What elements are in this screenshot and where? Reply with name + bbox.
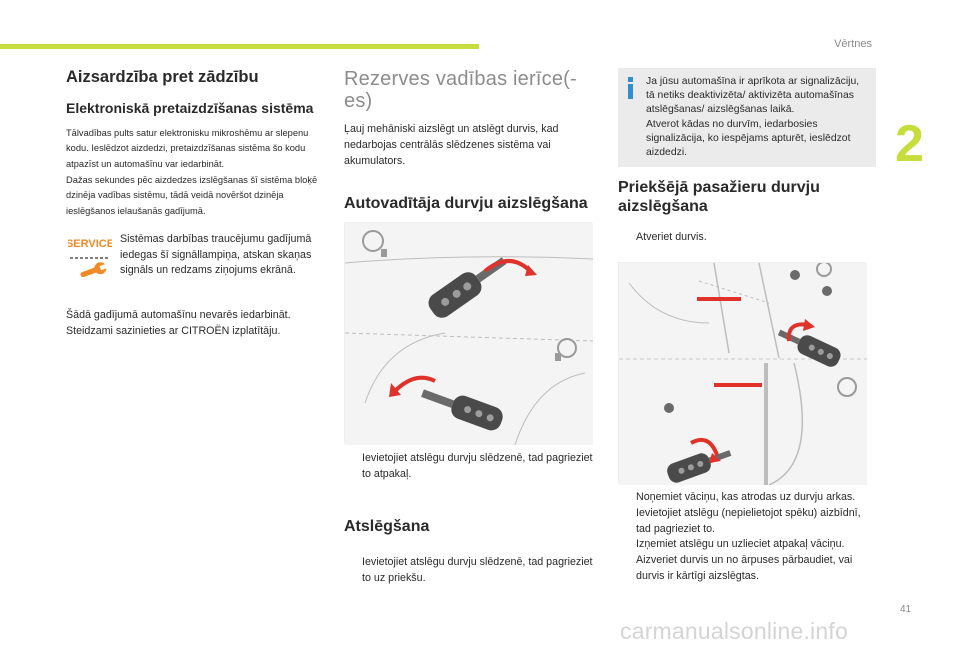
unlock-step-text: Ievietojiet atslēgu durvju slēdzenē, tad pagrieziet to uz priekšu. xyxy=(362,555,593,584)
step-1 xyxy=(618,490,876,506)
alarm-info-box xyxy=(618,68,876,167)
header-accent-bar xyxy=(0,44,479,49)
passenger-column xyxy=(618,68,876,246)
backup-control-title: Rezerves vadības ierīce(-es) xyxy=(344,68,577,112)
service-icon-label: SERVICE xyxy=(68,237,112,250)
driver-step-text: Ievietojiet atslēgu durvju slēdzenē, tad pagrieziet to atpakaļ. xyxy=(362,451,593,480)
chapter-number: 2 xyxy=(895,115,924,173)
step-4-text: Aizveriet durvis un no ārpuses pārbaudiet, vai durvis ir kārtīgi aizslēgtas. xyxy=(636,554,853,582)
open-door-step xyxy=(618,230,876,246)
open-door-step-text: Atveriet durvis. xyxy=(636,231,707,243)
closing-text: Šādā gadījumā automašīnu nevarēs iedarbināt. Steidzami sazinieties ar CITROËN izplatītāju. xyxy=(66,308,291,337)
page-number: 41 xyxy=(900,604,912,615)
step-4 xyxy=(618,553,876,585)
passenger-door-illustration xyxy=(618,262,866,484)
immobiliser-paragraph: Tālvadības pults satur elektronisku mikroshēmu ar slepenu kodu. Ieslēdzot aizdedzi, pretaizdzīšanas sistēma šo kodu atpazīst un automašīnu var iedarbināt. Dažas sekundes pēc aizdedzes izslēgšanas šī sistēma bloķē dzinēja vadības sistēmu, tādā veidā novēršot dzinēja ieslēgšanos ielaušanās gadījumā. xyxy=(66,127,318,217)
backup-intro: Ļauj mehāniski aizslēgt un atslēgt durvis, kad nedarbojas centrālās slēdzenes sistēma vai akumulators. xyxy=(344,123,559,167)
step-3 xyxy=(618,537,876,553)
step-2-text: Ievietojiet atslēgu (nepielietojot spēku) aizbīdnī, tad pagrieziet to. xyxy=(636,506,861,535)
unlock-title: Atslēgšana xyxy=(344,518,430,536)
anti-theft-title: Aizsardzība pret zādzību xyxy=(66,68,259,86)
warning-text: Sistēmas darbības traucējumu gadījumā iedegas šī signāllampiņa, atskan skaņas signāls un redzams ziņojums ekrānā. xyxy=(120,232,312,277)
alarm-info-text: Ja jūsu automašīna ir aprīkota ar signalizāciju, tā netiks deaktivizēta/ aktivizēta automašīnas atslēgšanas/ aizslēgšanas laikā. Atverot kādas no durvīm, iedarbosies signalizācija, ko iespējams apturēt, ieslēdzot aizdedzi. xyxy=(646,76,860,159)
driver-door-illustration xyxy=(344,222,592,444)
step-1-text: Noņemiet vāciņu, kas atrodas uz durvju arkas. xyxy=(636,491,856,503)
unlock-step xyxy=(344,555,602,587)
driver-step xyxy=(344,451,602,483)
immobiliser-subtitle: Elektroniskā pretaizdzīšanas sistēma xyxy=(66,99,314,116)
passenger-steps xyxy=(618,490,876,585)
service-warning xyxy=(66,232,320,302)
anti-theft-column xyxy=(66,68,320,339)
info-icon xyxy=(626,77,636,99)
service-wrench-icon xyxy=(68,236,112,293)
watermark: carmanualsonline.info xyxy=(620,618,848,644)
passenger-door-title: Priekšējā pasažieru durvju aizslēgšana xyxy=(618,179,820,215)
step-2 xyxy=(618,506,876,538)
driver-door-title: Autovadītāja durvju aizslēgšana xyxy=(344,195,588,213)
step-3-text: Izņemiet atslēgu un uzlieciet atpakaļ vāciņu. xyxy=(636,538,845,551)
section-label: Vērtnes xyxy=(834,38,872,50)
